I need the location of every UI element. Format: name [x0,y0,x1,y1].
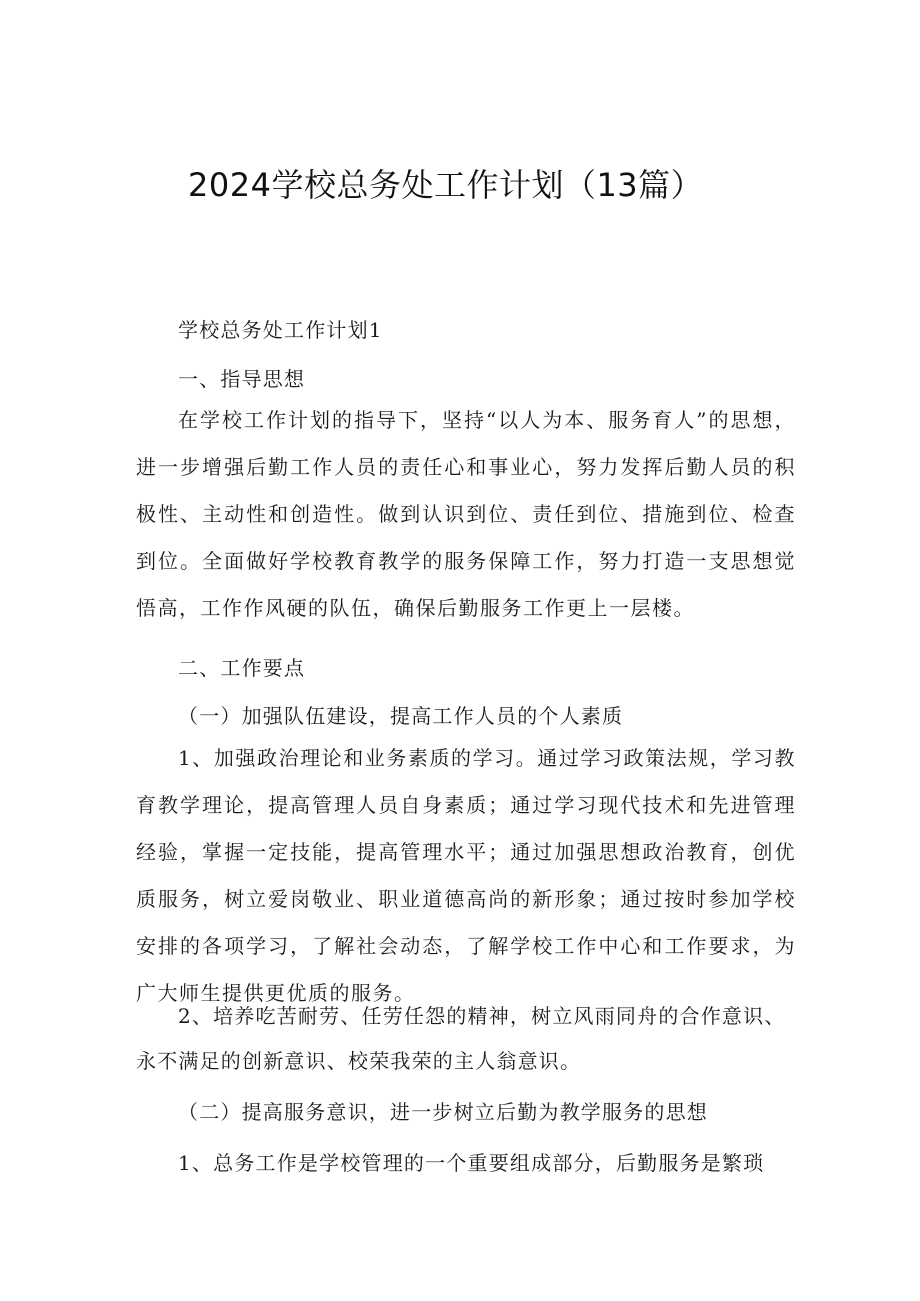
paragraph-political-study: 1、加强政治理论和业务素质的学习。通过学习政策法规，学习教育教学理论，提高管理人员自身素质；通过学习现代技术和先进管理经验，掌握一定技能，提高管理水平；通过加强思想政治教育，创优质服务，树立爱岗敬业、职业道德高尚的新形象；通过按时参加学校安排的各项学习，了解社会动态，了解学校工作中心和工作要求，为广大师生提供更优质的服务。 [136,746,796,1005]
paragraph-spirit-line-1: 2、培养吃苦耐劳、任劳任怨的精神，树立风雨同舟的合作意识、 [178,1004,786,1028]
sub-heading-service-awareness: （二）提高服务意识，进一步树立后勤为教学服务的思想 [178,1100,708,1124]
heading-work-points: 二、工作要点 [178,656,306,680]
paragraph-general-affairs: 1、总务工作是学校管理的一个重要组成部分，后勤服务是繁琐 [178,1151,765,1175]
section-heading: 学校总务处工作计划1 [178,318,383,342]
paragraph-guiding-ideology: 在学校工作计划的指导下，坚持“以人为本、服务育人”的思想，进一步增强后勤工作人员的责任心和事业心，努力发挥后勤人员的积极性、主动性和创造性。做到认识到位、责任到位、措施到位、检查到位。全面做好学校教育教学的服务保障工作，努力打造一支思想觉悟高，工作作风硬的队伍，确保后勤服务工作更上一层楼。 [136,408,796,620]
sub-heading-team-building: （一）加强队伍建设，提高工作人员的个人素质 [178,704,624,728]
heading-guiding-ideology: 一、指导思想 [178,367,306,391]
paragraph-spirit-line-2: 永不满足的创新意识、校荣我荣的主人翁意识。 [136,1049,582,1073]
document-title: 2024学校总务处工作计划（13篇） [188,166,704,204]
